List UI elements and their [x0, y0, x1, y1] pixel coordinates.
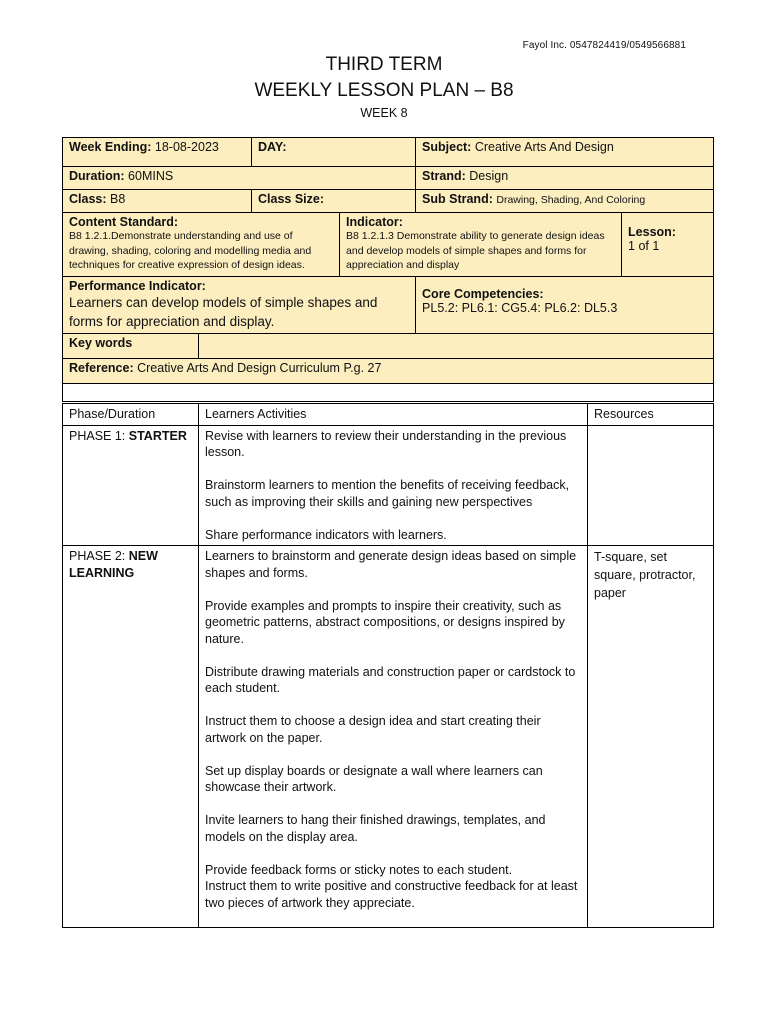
phase-1-activities — [199, 425, 588, 546]
day-label: DAY: — [258, 140, 287, 154]
strand-cell — [416, 167, 714, 190]
phase-duration-header: Phase/Duration — [63, 404, 199, 426]
document-subtitle: WEEKLY LESSON PLAN – B8 — [254, 80, 514, 101]
class-cell — [63, 190, 252, 213]
reference-label: Reference: — [69, 361, 134, 375]
duration-label: Duration: — [69, 169, 125, 183]
lesson-plan-table — [62, 403, 714, 928]
contact-note: Fayol Inc. 0547824419/0549566881 — [522, 40, 686, 51]
class-size-cell — [252, 190, 416, 213]
activity-item: Provide examples and prompts to inspire their creativity, such as geometric patterns, abstract compositions, or designs inspired by nature. — [205, 598, 565, 646]
subject-cell — [416, 138, 714, 167]
reference-value: Creative Arts And Design Curriculum P.g. 27 — [137, 361, 382, 375]
reference-cell — [63, 359, 714, 384]
activity-item: Invite learners to hang their finished drawings, templates, and models on the display area. — [205, 813, 546, 844]
sub-strand-cell — [416, 190, 714, 213]
indicator-label: Indicator: — [346, 215, 403, 229]
keywords-label-cell — [63, 334, 199, 359]
phase-2-name: NEW LEARNING — [69, 549, 158, 580]
performance-indicator-value: Learners can develop models of simple shapes and forms for appreciation and display. — [69, 295, 378, 329]
week-label: WEEK 8 — [360, 106, 408, 120]
class-label: Class: — [69, 192, 107, 206]
subject-value: Creative Arts And Design — [474, 140, 614, 154]
keywords-label: Key words — [69, 336, 133, 350]
phase-2-cell — [63, 546, 199, 928]
activity-item: Share performance indicators with learners. — [205, 527, 447, 542]
activity-item: Learners to brainstorm and generate design ideas based on simple shapes and forms. — [205, 549, 577, 580]
performance-indicator-cell — [63, 277, 416, 334]
phase-1-name: STARTER — [128, 428, 187, 443]
indicator-cell — [340, 213, 622, 277]
core-competencies-label: Core Competencies: — [422, 287, 544, 301]
resources-header: Resources — [588, 404, 714, 426]
content-standard-label: Content Standard: — [69, 215, 179, 229]
lesson-label: Lesson: — [628, 225, 676, 239]
indicator-value: B8 1.2.1.3 Demonstrate ability to generate design ideas and develop models of simple shapes and forms for appreciation and display — [346, 230, 605, 271]
document-title: THIRD TERM — [325, 54, 443, 75]
content-standard-value: B8 1.2.1.Demonstrate understanding and use of drawing, shading, coloring and modelling media and techniques for creative expression of design ideas. — [69, 230, 312, 271]
content-standard-cell — [63, 213, 340, 277]
activity-item: Set up display boards or designate a wall where learners can showcase their artwork. — [205, 763, 543, 794]
sub-strand-label: Sub Strand: — [422, 192, 493, 206]
week-ending-label: Week Ending: — [69, 140, 152, 154]
strand-label: Strand: — [422, 169, 466, 183]
keywords-value-cell — [199, 334, 714, 359]
week-ending-value: 18-08-2023 — [154, 140, 219, 154]
phase-1-cell — [63, 425, 199, 546]
phase-1-resources — [588, 425, 714, 546]
phase-2-resources: T-square, set square, protractor, paper — [588, 546, 714, 928]
subject-label: Subject: — [422, 140, 472, 154]
activity-item: Revise with learners to review their understanding in the previous lesson. — [205, 428, 567, 459]
core-competencies-cell — [416, 277, 714, 334]
lesson-value: 1 of 1 — [628, 239, 660, 253]
learner-activities-header: Learners Activities — [199, 404, 588, 426]
strand-value: Design — [469, 169, 509, 183]
activity-item: Instruct them to choose a design idea and start creating their artwork on the paper. — [205, 714, 541, 745]
duration-cell — [63, 167, 416, 190]
phase-2-prefix: PHASE 2: — [69, 549, 126, 563]
activity-item: Provide feedback forms or sticky notes to each student. — [205, 862, 513, 877]
class-size-label: Class Size: — [258, 192, 325, 206]
lesson-info-table — [62, 137, 714, 402]
core-competencies-value: PL5.2: PL6.1: CG5.4: PL6.2: DL5.3 — [422, 301, 618, 315]
performance-indicator-label: Performance Indicator: — [69, 279, 206, 293]
week-ending-cell — [63, 138, 252, 167]
duration-value: 60MINS — [128, 169, 174, 183]
activity-item: Instruct them to write positive and constructive feedback for at least two pieces of artwork they appreciate. — [205, 879, 578, 910]
phase-2-activities — [199, 546, 588, 928]
activity-item: Distribute drawing materials and construction paper or cardstock to each student. — [205, 664, 576, 695]
class-value: B8 — [110, 192, 126, 206]
spacer-row — [63, 384, 714, 402]
lesson-cell — [622, 213, 714, 277]
phase-1-prefix: PHASE 1: — [69, 428, 126, 443]
sub-strand-value: Drawing, Shading, And Coloring — [496, 194, 646, 206]
day-cell — [252, 138, 416, 167]
activity-item: Brainstorm learners to mention the benefits of receiving feedback, such as improving their skills and gaining new perspectives — [205, 478, 570, 509]
